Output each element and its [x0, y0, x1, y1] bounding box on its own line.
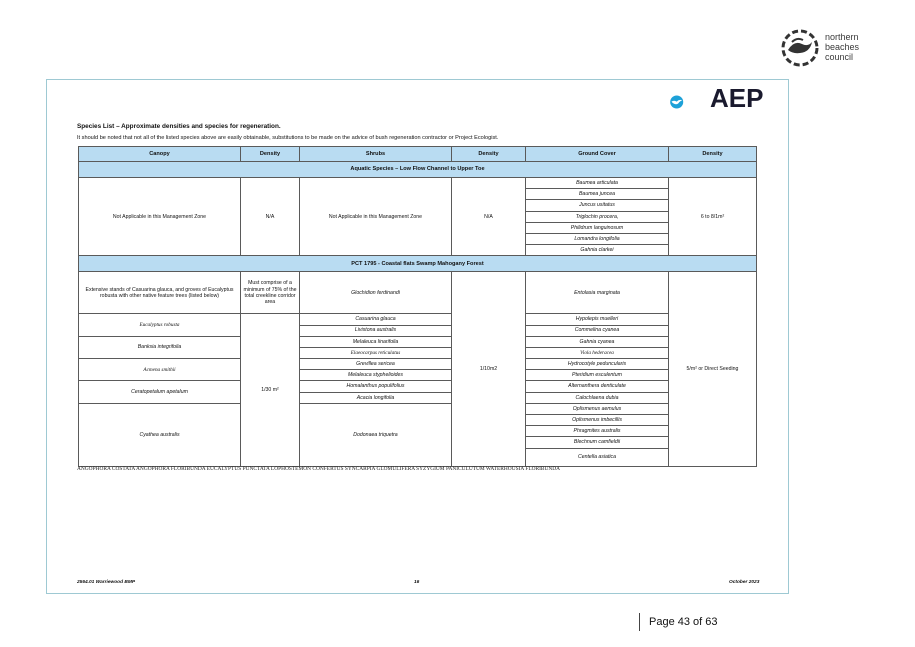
table-row	[79, 314, 757, 325]
ground-cover-cell: Calochlaena dubia	[526, 392, 669, 403]
shrub-density-cell: 1/10m2	[452, 272, 526, 466]
canopy-density-cell: N/A	[241, 178, 300, 256]
ground-cover-cell: Centella asiatica	[526, 448, 669, 466]
canopy-cell: Ceratopetalum apetalum	[79, 381, 241, 403]
canopy-intro-cell: Extensive stands of Casuarina glauca, and groves of Eucalyptus robusta with other native feature trees (listed below)	[79, 272, 241, 314]
species-list-heading: Species List – Approximate densities and species for regeneration.	[77, 123, 281, 130]
shrubs-cell: Not Applicable in this Management Zone	[300, 178, 452, 256]
table-row	[79, 272, 757, 314]
ground-cover-cell: Philidrum languinosum	[526, 222, 669, 233]
ground-cover-cell: Baumea juncea	[526, 189, 669, 200]
ground-cover-cell: Alternanthera denticulate	[526, 381, 669, 392]
ground-density-cell	[669, 272, 757, 466]
canopy-cell: Cyathea australis	[79, 403, 241, 466]
ground-cover-cell: Lomandra longifolia	[526, 233, 669, 244]
canopy-cell: Acmena smithii	[79, 359, 241, 381]
shrub-cell: Livistona australis	[300, 325, 452, 336]
shrub-cell: Casuarina glauca	[300, 314, 452, 325]
ground-cover-cell: Juncus usitatus	[526, 200, 669, 211]
shrub-cell: Melaleuca linarifolia	[300, 336, 452, 347]
council-name	[825, 32, 859, 62]
council-line-2: beaches	[825, 42, 860, 52]
aep-logo-text: AEP	[710, 83, 764, 113]
page-counter: Page 43 of 63	[639, 613, 718, 631]
table-header-row	[79, 147, 757, 162]
ground-cover-cell: Oplismenus imbecillis	[526, 415, 669, 426]
council-line-1: northern	[825, 32, 859, 42]
canopy-cell: Not Applicable in this Management Zone	[79, 178, 241, 256]
section-row-pct-1795	[79, 256, 757, 272]
ground-cover-cell: Gahnia clarkei	[526, 245, 669, 256]
header-density: Density	[241, 147, 300, 162]
aep-bird-logo-icon	[668, 85, 708, 119]
shrub-cell: Glochidion ferdinandi	[300, 272, 452, 314]
canopy-density-cell: 1/30 m²	[241, 314, 300, 466]
substitution-note: It should be noted that not all of the listed species above are easily obtainable, substitutions to be made on the advice of bush regeneration contractor or Project Ecologist.	[77, 135, 499, 141]
ground-cover-cell: Viola hederacea	[526, 347, 669, 358]
council-line-3: council	[825, 52, 854, 62]
ground-cover-cell: Hypolepis muelleri	[526, 314, 669, 325]
ground-cover-cell: Phragmites australis	[526, 426, 669, 437]
header-canopy: Canopy	[79, 147, 241, 162]
ground-cover-cell: Commelina cyanea	[526, 325, 669, 336]
footer-document-id: 2564.01 Warriewood BMP	[77, 580, 136, 585]
ground-density-text: 5/m² or Direct Seeding	[686, 365, 739, 372]
botanic-species-line: ANGOPHORA COSTATA ANGOPHORA FLORIBUNDA EUCALYPTUS PUNCTATA LOPHOSTEMON CONFERTUS SYNCARPIA GLOMULIFERA SYZYGIUM PANICULUTUM WATERHOUSIA FLORIBUNDA	[77, 466, 561, 472]
header-density: Density	[452, 147, 526, 162]
species-table	[78, 146, 757, 467]
header-shrubs: Shrubs	[300, 147, 452, 162]
canopy-intro-density-cell: Must comprise of a minimum of 75% of the total creekline corridor area	[241, 272, 300, 314]
header-ground-cover: Ground Cover	[526, 147, 669, 162]
canopy-cell: Banksia integrifolia	[79, 336, 241, 358]
canopy-cell: Eucalyptus robusta	[79, 314, 241, 336]
section-title: PCT 1795 - Coastal flats Swamp Mahogany Forest	[79, 256, 757, 272]
header-density: Density	[669, 147, 757, 162]
shrub-cell: Elaeocarpus reticulatus	[300, 347, 452, 358]
ground-density-cell	[669, 178, 757, 256]
ground-cover-cell: Entolasia marginata	[526, 272, 669, 314]
table-row	[79, 178, 757, 189]
ground-cover-cell: Blechnum camfieldii	[526, 437, 669, 448]
ground-density-text: 6 to 8/1m²	[700, 213, 725, 220]
ground-cover-cell: Triglochin procera,	[526, 211, 669, 222]
ground-cover-cell: Oplismenus aemulus	[526, 403, 669, 414]
ground-cover-cell: Pteridium esculentum	[526, 370, 669, 381]
table-row	[79, 403, 757, 414]
shrub-cell: Grevillea sericea	[300, 359, 452, 370]
section-row-aquatic	[79, 162, 757, 178]
section-title: Aquatic Species – Low Flow Channel to Upper Toe	[79, 162, 757, 178]
table-row	[79, 359, 757, 370]
shrub-cell: Acacia longifolia	[300, 392, 452, 403]
table-row	[79, 336, 757, 347]
shrub-cell: Melaleuca styphelioides	[300, 370, 452, 381]
ground-cover-cell: Hydrocotyle peduncularis	[526, 359, 669, 370]
ground-cover-cell: Gahnia cyanea	[526, 336, 669, 347]
footer-date: October 2023	[729, 580, 760, 585]
footer-page-number: 16	[414, 580, 420, 585]
ground-cover-cell: Baumea articulata	[526, 178, 669, 189]
shrub-cell: Homalanthus populifolius	[300, 381, 452, 392]
document-page	[46, 79, 789, 594]
shrub-density-cell: N/A	[452, 178, 526, 256]
shrub-cell: Dodonaea triquetra	[300, 403, 452, 466]
table-row	[79, 381, 757, 392]
